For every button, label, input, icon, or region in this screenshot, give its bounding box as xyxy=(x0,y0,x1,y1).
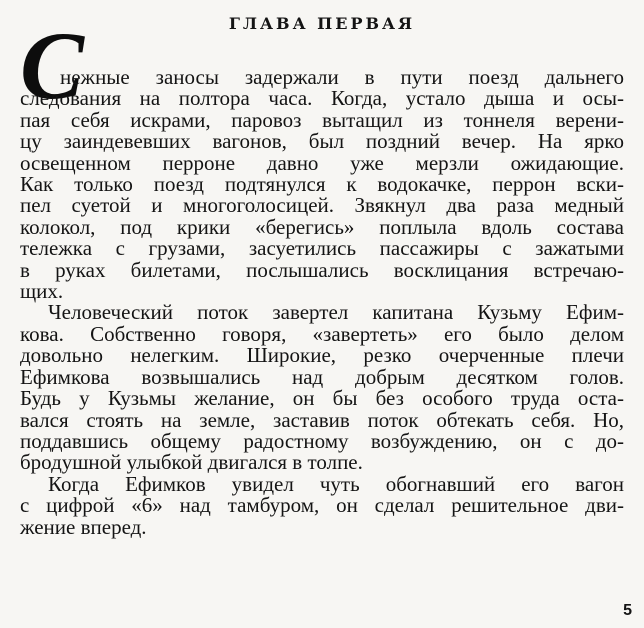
text-line-6: Как только поезд подтянулся к водокачке, перрон вски- xyxy=(20,172,624,197)
text-line-14: довольно нелегким. Широкие, резко очерченные плечи xyxy=(20,343,624,368)
text-line-22: жение вперед. xyxy=(20,514,147,539)
body-text xyxy=(20,67,624,538)
text-line-9: тележка с грузами, засуетились пассажиры с зажатыми xyxy=(20,236,624,261)
drop-cap-letter: С xyxy=(20,12,85,119)
text-line-7: пел суетой и многоголосицей. Звякнул два раза медный xyxy=(20,193,624,218)
text-line-1: нежные заносы задержали в пути поезд дальнего xyxy=(60,65,624,89)
text-line-8: колокол, под крики «берегись» поплыла вдоль состава xyxy=(20,214,624,239)
text-line-13: кова. Собственно говоря, «завертеть» его было делом xyxy=(20,321,624,346)
text-line-10: в руках билетами, послышались восклицания встречаю- xyxy=(20,257,624,282)
chapter-title: ГЛАВА ПЕРВАЯ xyxy=(228,14,416,33)
text-line-20: Когда Ефимков увидел чуть обогнавший его вагон xyxy=(48,471,624,496)
text-line-19: бродушной улыбкой двигался в толпе. xyxy=(20,450,363,475)
text-line-3: пая себя искрами, паровоз вытащил из тоннеля верени- xyxy=(20,107,624,132)
page-number: 5 xyxy=(623,602,632,619)
text-line-5: освещенном перроне давно уже мерзли ожидающие. xyxy=(20,150,624,175)
text-line-12: Человеческий поток завертел капитана Кузьму Ефим- xyxy=(48,300,624,325)
text-line-2: следования на полтора часа. Когда, устало дыша и осы- xyxy=(20,86,624,111)
text-line-17: вался стоять на земле, заставив поток обтекать себя. Но, xyxy=(20,407,624,432)
text-line-11: щих. xyxy=(20,279,64,304)
text-line-18: поддавшись общему радостному возбуждению, он с до- xyxy=(20,428,624,453)
text-line-16: Будь у Кузьмы желание, он бы без особого труда оста- xyxy=(20,386,624,411)
text-line-21: с цифрой «6» над тамбуром, он сделал решительное дви- xyxy=(20,493,624,518)
text-line-15: Ефимкова возвышались над добрым десятком голов. xyxy=(20,364,624,389)
text-line-4: цу заиндевевших вагонов, был поздний вечер. На ярко xyxy=(20,129,624,154)
